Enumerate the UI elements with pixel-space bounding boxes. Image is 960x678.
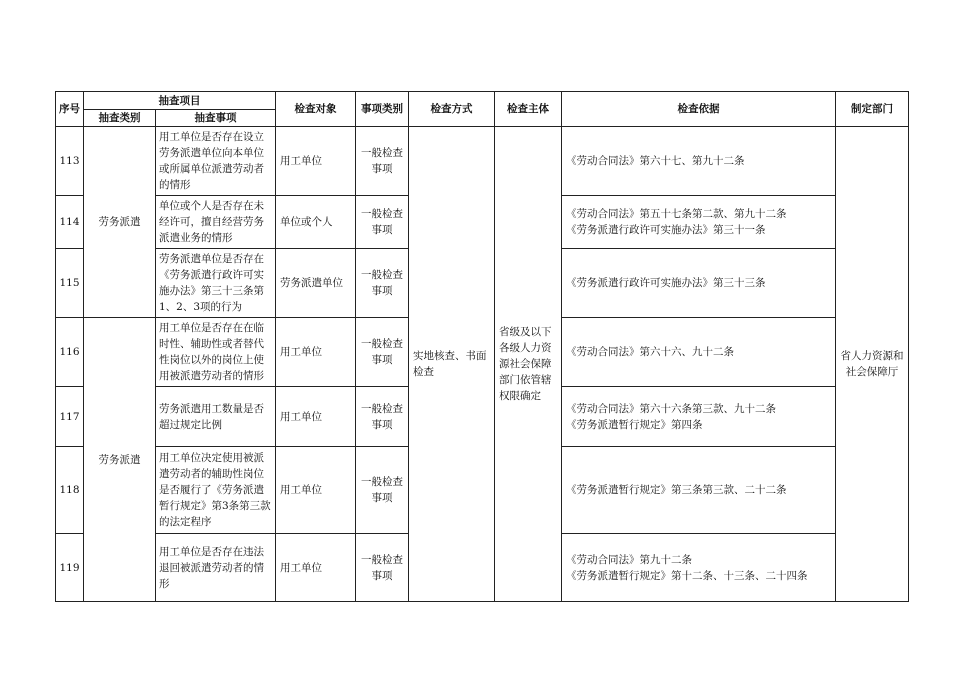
row-matter: 单位或个人是否存在未经许可，擅自经营劳务派遣业务的情形 bbox=[156, 196, 276, 249]
table-row bbox=[56, 127, 909, 196]
row-target: 用工单位 bbox=[276, 127, 356, 196]
basis-line: 《劳务派遣行政许可实施办法》第三十一条 bbox=[566, 224, 766, 236]
row-no: 113 bbox=[56, 127, 84, 196]
row-matter: 用工单位是否存在设立劳务派遣单位向本单位或所属单位派遣劳动者的情形 bbox=[156, 127, 276, 196]
category-cell: 劳务派遣 bbox=[84, 127, 156, 318]
row-type: 一般检查事项 bbox=[356, 127, 409, 196]
method-cell: 实地核查、书面检查 bbox=[409, 127, 495, 602]
header-method: 检查方式 bbox=[409, 92, 495, 127]
row-type: 一般检查事项 bbox=[356, 249, 409, 318]
row-type: 一般检查事项 bbox=[356, 534, 409, 602]
row-no: 117 bbox=[56, 387, 84, 447]
row-basis bbox=[562, 387, 836, 447]
row-matter: 劳务派遣单位是否存在《劳务派遣行政许可实施办法》第三十三条第1、2、3项的行为 bbox=[156, 249, 276, 318]
basis-line: 《劳务派遣暂行规定》第四条 bbox=[566, 418, 703, 431]
header-no: 序号 bbox=[56, 92, 84, 127]
row-type: 一般检查事项 bbox=[356, 387, 409, 447]
header-basis: 检查依据 bbox=[562, 92, 836, 127]
row-basis bbox=[562, 196, 836, 249]
row-type: 一般检查事项 bbox=[356, 447, 409, 534]
row-basis bbox=[562, 127, 836, 196]
row-no: 114 bbox=[56, 196, 84, 249]
header-subject: 检查主体 bbox=[495, 92, 562, 127]
row-matter: 用工单位决定使用被派遣劳动者的辅助性岗位是否履行了《劳务派遣暂行规定》第3条第三款的法定程序 bbox=[156, 447, 276, 534]
dept-cell: 省人力资源和社会保障厅 bbox=[836, 127, 909, 602]
row-target: 用工单位 bbox=[276, 447, 356, 534]
row-matter: 劳务派遣用工数量是否超过规定比例 bbox=[156, 387, 276, 447]
row-basis bbox=[562, 249, 836, 318]
header-type: 事项类别 bbox=[356, 92, 409, 127]
inspection-table bbox=[55, 91, 909, 602]
basis-line: 《劳动合同法》第六十六条第三款、九十二条 bbox=[566, 402, 776, 415]
row-no: 115 bbox=[56, 249, 84, 318]
row-target: 用工单位 bbox=[276, 534, 356, 602]
basis-line: 《劳动合同法》第五十七条第二款、第九十二条 bbox=[566, 208, 787, 220]
row-basis bbox=[562, 534, 836, 602]
basis-line: 《劳务派遣行政许可实施办法》第三十三条 bbox=[566, 277, 766, 289]
row-target: 单位或个人 bbox=[276, 196, 356, 249]
basis-line: 《劳动合同法》第六十六、九十二条 bbox=[566, 346, 734, 358]
row-no: 116 bbox=[56, 318, 84, 387]
header-dept: 制定部门 bbox=[836, 92, 909, 127]
row-basis bbox=[562, 318, 836, 387]
row-target: 用工单位 bbox=[276, 387, 356, 447]
basis-line: 《劳动合同法》第六十七、第九十二条 bbox=[566, 155, 745, 167]
row-target: 用工单位 bbox=[276, 318, 356, 387]
row-type: 一般检查事项 bbox=[356, 318, 409, 387]
row-matter: 用工单位是否存在违法退回被派遣劳动者的情形 bbox=[156, 534, 276, 602]
row-type: 一般检查事项 bbox=[356, 196, 409, 249]
basis-line: 《劳务派遣暂行规定》第十二条、十三条、二十四条 bbox=[566, 569, 808, 582]
header-target: 检查对象 bbox=[276, 92, 356, 127]
basis-line: 《劳务派遣暂行规定》第三条第三款、二十二条 bbox=[566, 484, 787, 496]
header-check-item: 抽查项目 bbox=[84, 92, 276, 110]
row-matter: 用工单位是否存在在临时性、辅助性或者替代性岗位以外的岗位上使用被派遣劳动者的情形 bbox=[156, 318, 276, 387]
row-basis bbox=[562, 447, 836, 534]
header-category: 抽查类别 bbox=[84, 110, 156, 127]
category-cell: 劳务派遣 bbox=[84, 318, 156, 602]
subject-cell: 省级及以下各级人力资源社会保障部门依管辖权限确定 bbox=[495, 127, 562, 602]
row-no: 119 bbox=[56, 534, 84, 602]
row-target: 劳务派遣单位 bbox=[276, 249, 356, 318]
row-no: 118 bbox=[56, 447, 84, 534]
header-matter: 抽查事项 bbox=[156, 110, 276, 127]
basis-line: 《劳动合同法》第九十二条 bbox=[566, 553, 692, 566]
